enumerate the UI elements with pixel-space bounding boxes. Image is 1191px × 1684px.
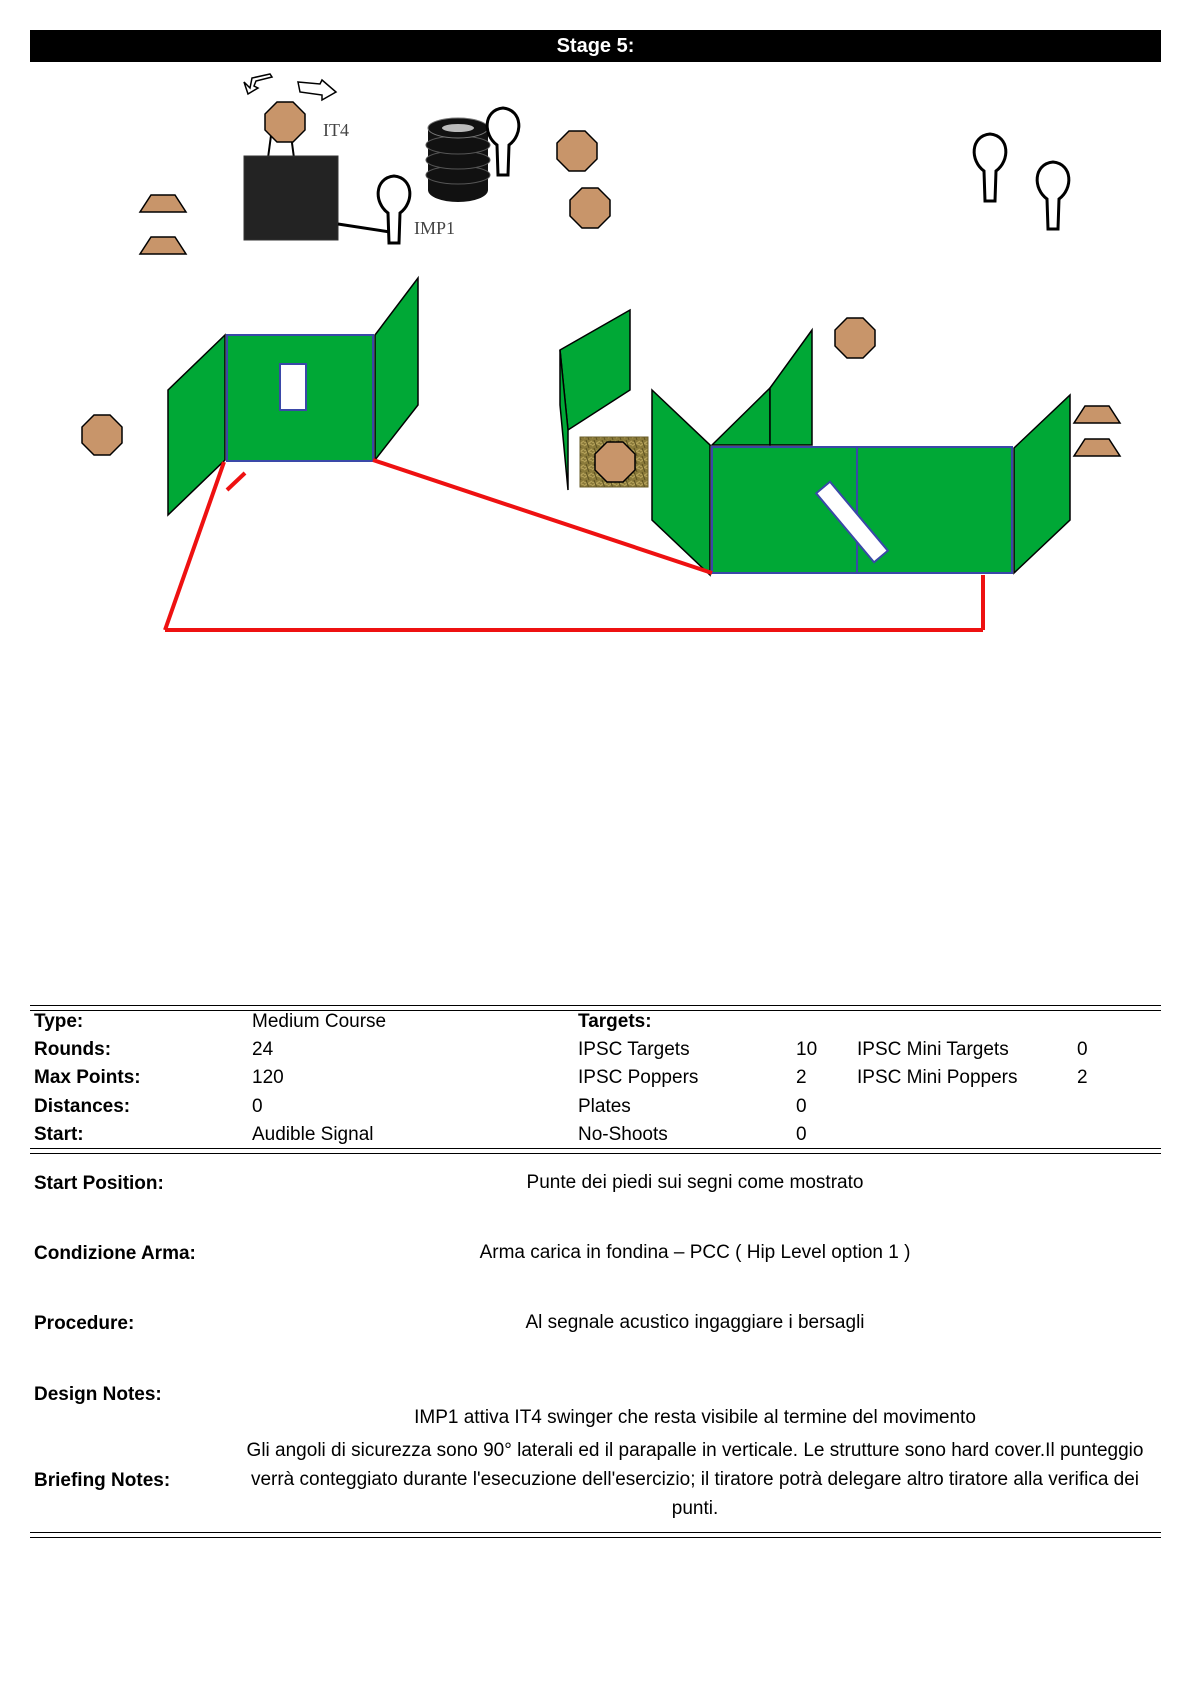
ipsc-targets-value: 10	[796, 1039, 818, 1060]
mini-targets-value: 0	[1077, 1039, 1088, 1060]
popper-icon	[1037, 162, 1069, 229]
popper-icon	[487, 108, 519, 175]
ipsc-poppers-label: IPSC Poppers	[578, 1067, 699, 1088]
label-it4: IT4	[323, 120, 349, 140]
ipsc-target-icon	[557, 131, 597, 171]
rounds-label: Rounds:	[34, 1039, 112, 1060]
condizione-arma-label: Condizione Arma:	[34, 1243, 196, 1264]
ipsc-target-icon	[265, 102, 305, 142]
targets-label: Targets:	[578, 1011, 652, 1032]
swinger-activator-icon	[378, 176, 410, 243]
stage-diagram	[0, 0, 1191, 700]
popper-icon	[974, 134, 1006, 201]
right-wall-structure	[652, 330, 1070, 575]
type-value: Medium Course	[252, 1011, 387, 1032]
ipsc-target-icon	[570, 188, 610, 228]
condizione-arma-text: Arma carica in fondina – PCC ( Hip Level option 1 )	[479, 1242, 911, 1263]
mini-popper-icon	[1074, 439, 1120, 456]
max-points-label: Max Points:	[34, 1067, 141, 1088]
start-label: Start:	[34, 1124, 84, 1145]
no-shoots-label: No-Shoots	[578, 1124, 668, 1145]
distances-value: 0	[252, 1096, 263, 1117]
ipsc-targets-label: IPSC Targets	[578, 1039, 690, 1060]
stage-title: Stage 5:	[30, 30, 1161, 62]
type-label: Type:	[34, 1011, 84, 1032]
distances-label: Distances:	[34, 1096, 131, 1117]
center-wall	[560, 310, 630, 430]
ipsc-target-icon	[595, 442, 635, 482]
left-wall-structure	[168, 278, 418, 515]
barrel-stack-icon	[426, 118, 490, 202]
design-notes-text: IMP1 attiva IT4 swinger che resta visibile al termine del movimento	[414, 1407, 976, 1428]
no-shoots-value: 0	[796, 1124, 807, 1145]
max-points-value: 120	[252, 1067, 284, 1088]
mini-popper-icon	[140, 237, 186, 254]
start-position-label: Start Position:	[34, 1173, 164, 1194]
briefing-notes-text: Gli angoli di sicurezza sono 90° laterali ed il parapalle in verticale. Le strutture sono hard cover.Il punteggio verrà conteggiato durante l'esecuzione dell'esercizio; il tiratore potrà delegare altro tiratore alla verifica dei punti.	[246, 1440, 1144, 1519]
mini-targets-label: IPSC Mini Targets	[857, 1039, 1009, 1060]
mini-popper-icon	[140, 195, 186, 212]
procedure-text: Al segnale acustico ingaggiare i bersagli	[525, 1312, 865, 1333]
ipsc-target-icon	[835, 318, 875, 358]
start-position-text: Punte dei piedi sui segni come mostrato	[526, 1172, 864, 1193]
mini-poppers-label: IPSC Mini Poppers	[857, 1067, 1018, 1088]
rotate-arrow-icon	[244, 74, 336, 100]
ipsc-poppers-value: 2	[796, 1067, 807, 1088]
rounds-value: 24	[252, 1039, 274, 1060]
mini-popper-icon	[1074, 406, 1120, 423]
plates-value: 0	[796, 1096, 807, 1117]
mini-poppers-value: 2	[1077, 1067, 1088, 1088]
briefing-notes-label: Briefing Notes:	[34, 1470, 171, 1491]
ipsc-target-icon	[82, 415, 122, 455]
plates-label: Plates	[578, 1096, 631, 1117]
procedure-label: Procedure:	[34, 1313, 135, 1334]
start-value: Audible Signal	[252, 1124, 374, 1145]
label-imp1: IMP1	[414, 218, 456, 238]
design-notes-label: Design Notes:	[34, 1384, 162, 1405]
